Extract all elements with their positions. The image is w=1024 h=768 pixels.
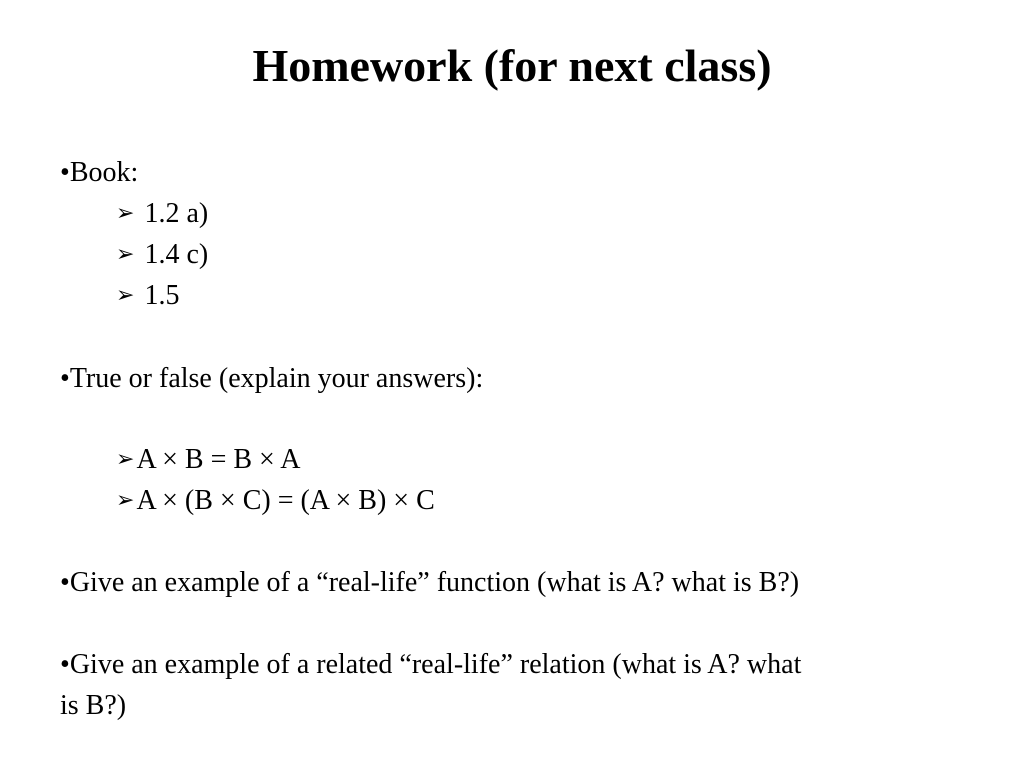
sub-item	[116, 443, 301, 477]
sub-item	[116, 279, 179, 313]
slide-title: Homework (for next class)	[252, 40, 772, 91]
bullet-relation-example-label: Give an example of a related “real-life” relation (what is A? what	[69, 649, 802, 680]
arrow-bullet-icon: ➢	[116, 242, 135, 267]
sub-item-text: 1.2 a)	[144, 198, 209, 229]
sub-item-text: A × B = B × A	[136, 444, 301, 475]
bullet-dot: •	[60, 157, 70, 188]
arrow-bullet-icon: ➢	[116, 488, 135, 513]
bullet-dot: •	[60, 649, 70, 680]
bullet-book	[60, 156, 138, 190]
sub-item-text: 1.4 c)	[144, 239, 209, 270]
arrow-bullet-icon: ➢	[116, 201, 135, 226]
sub-item-text: A × (B × C) = (A × B) × C	[136, 485, 435, 516]
bullet-relation-example-label-cont: is B?)	[60, 690, 127, 721]
arrow-bullet-icon: ➢	[116, 283, 135, 308]
bullet-dot: •	[60, 363, 70, 394]
bullet-relation-example-continuation	[60, 689, 126, 723]
sub-item	[116, 238, 208, 272]
bullet-function-example-label: Give an example of a “real-life” function (what is A? what is B?)	[69, 567, 800, 598]
sub-item	[116, 197, 208, 231]
bullet-relation-example	[60, 648, 801, 682]
bullet-book-label: Book:	[69, 157, 139, 188]
sub-item-text: 1.5	[144, 280, 180, 311]
sub-item	[116, 484, 435, 518]
bullet-true-false-label: True or false (explain your answers):	[69, 363, 484, 394]
bullet-dot: •	[60, 567, 70, 598]
bullet-true-false	[60, 362, 483, 396]
bullet-function-example	[60, 566, 799, 600]
arrow-bullet-icon: ➢	[116, 447, 135, 472]
